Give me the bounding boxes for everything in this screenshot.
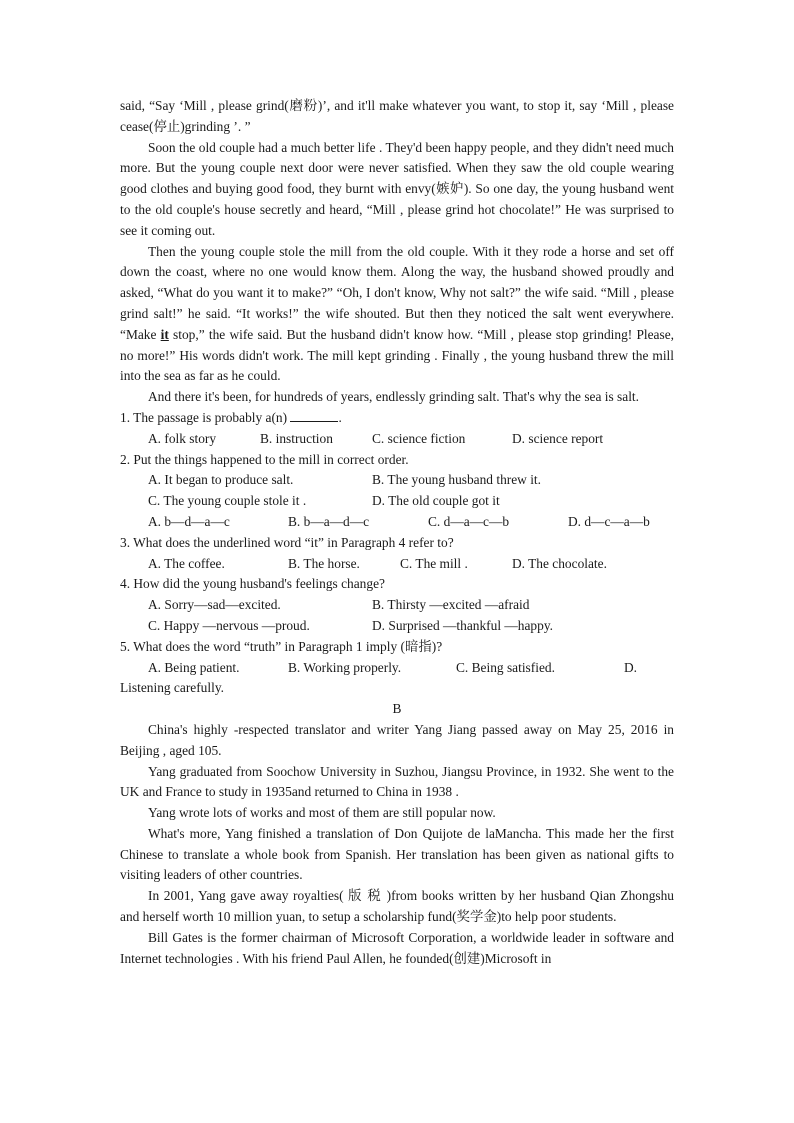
event-b: B. The young husband threw it. <box>372 472 541 488</box>
question-stem-text: 1. The passage is probably a(n) <box>120 409 291 425</box>
question-5-options <box>120 658 674 679</box>
option-b[interactable]: B. Working properly. <box>288 659 402 675</box>
passage-b-paragraph-5: In 2001, Yang gave away royalties( 版 税 )from books written by her husband Qian Zhongshu and herself worth 10 million yuan, to setup a scholarship fund(奖学金)to help poor students. <box>120 888 674 925</box>
option-d[interactable]: D. <box>624 659 638 675</box>
question-stem-end: . <box>338 409 342 425</box>
question-3-stem: 3. What does the underlined word “it” in Paragraph 4 refer to? <box>120 534 454 550</box>
answer-blank[interactable] <box>290 409 338 422</box>
option-b[interactable]: B. The horse. <box>288 555 360 571</box>
question-3-options <box>120 554 674 575</box>
document-page <box>120 96 674 969</box>
option-c[interactable]: C. science fiction <box>372 430 466 446</box>
question-4-options-row-1 <box>120 595 674 616</box>
passage-b-paragraph-1: China's highly -respected translator and writer Yang Jiang passed away on May 25, 2016 in Beijing , aged 105. <box>120 721 674 758</box>
option-d-continued: Listening carefully. <box>120 680 224 696</box>
question-5-stem: 5. What does the word “truth” in Paragraph 1 imply (暗指)? <box>120 638 443 654</box>
passage-a-paragraph-1: Soon the old couple had a much better life . They'd been happy people, and they didn't need much more. But the young couple next door were never satisfied. When they saw the old couple wearing good clothes and buying good food, they burnt with envy(嫉妒). So one day, the young husband went to the old couple's house secretly and heard, “Mill , please grind hot chocolate!” He was surprised to see it coming out. <box>120 139 674 238</box>
section-b-label: B <box>392 701 402 717</box>
passage-a-paragraph-0: said, “Say ‘Mill , please grind(磨粉)’, and it'll make whatever you want, to stop it, say ‘Mill , please cease(停止)grinding ’. ” <box>120 98 674 134</box>
option-a[interactable]: A. Sorry—sad—excited. <box>148 597 281 613</box>
option-c[interactable]: C. Happy —nervous —proud. <box>148 617 310 633</box>
option-d[interactable]: D. d—c—a—b <box>568 513 650 529</box>
option-a[interactable]: A. Being patient. <box>148 659 240 675</box>
option-d[interactable]: D. Surprised —thankful —happy. <box>372 617 553 633</box>
option-b[interactable]: B. b—a—d—c <box>288 513 370 529</box>
passage-a-paragraph-2 <box>120 242 674 388</box>
passage-b-paragraph-3: Yang wrote lots of works and most of them are still popular now. <box>148 805 496 821</box>
question-2-events-row-1 <box>120 470 674 491</box>
option-b[interactable]: B. instruction <box>260 430 333 446</box>
option-c[interactable]: C. Being satisfied. <box>456 659 555 675</box>
question-4-stem: 4. How did the young husband's feelings change? <box>120 576 385 592</box>
option-b[interactable]: B. Thirsty —excited —afraid <box>372 597 530 613</box>
option-a[interactable]: A. The coffee. <box>148 555 225 571</box>
option-d[interactable]: D. The chocolate. <box>512 555 607 571</box>
paragraph-text: stop,” the wife said. But the husband didn't know how. “Mill , please stop grinding! Please, no more!” His words didn't work. The mill kept grinding . Finally , the young husband threw the mill into the sea as far as he could. <box>120 326 674 384</box>
question-2-options <box>120 512 674 533</box>
option-d[interactable]: D. science report <box>512 430 604 446</box>
event-c: C. The young couple stole it . <box>148 493 307 509</box>
option-c[interactable]: C. d—a—c—b <box>428 513 510 529</box>
question-1-stem <box>120 408 674 429</box>
question-1-options <box>120 429 674 450</box>
event-a: A. It began to produce salt. <box>148 472 294 488</box>
passage-b-paragraph-6: Bill Gates is the former chairman of Microsoft Corporation, a worldwide leader in software and Internet technologies . With his friend Paul Allen, he founded(创建)Microsoft in <box>120 929 674 966</box>
passage-a-paragraph-3: And there it's been, for hundreds of years, endlessly grinding salt. That's why the sea is salt. <box>148 389 640 405</box>
underlined-word-it: it <box>160 326 169 342</box>
option-a[interactable]: A. folk story <box>148 430 217 446</box>
question-4-options-row-2 <box>120 616 674 637</box>
option-a[interactable]: A. b—d—a—c <box>148 513 230 529</box>
passage-b-paragraph-4: What's more, Yang finished a translation of Don Quijote de laMancha. This made her the first Chinese to translate a whole book from Spanish. Her translation has been given as national gifts to visiting leaders of other countries. <box>120 825 674 883</box>
option-c[interactable]: C. The mill . <box>400 555 468 571</box>
question-2-stem: 2. Put the things happened to the mill in correct order. <box>120 451 409 467</box>
question-2-events-row-2 <box>120 491 674 512</box>
event-d: D. The old couple got it <box>372 493 500 509</box>
paragraph-text: Then the young couple stole the mill from the old couple. With it they rode a horse and set off down the coast, where no one would know them. Along the way, the husband showed proudly and asked, “What do you want it to make?” “Oh, I don't know, Why not salt?” the wife said. “Mill , please grind salt!” he said. “It works!” the wife shouted. But then they noticed the salt went everywhere. “Make <box>120 243 674 342</box>
passage-b-paragraph-2: Yang graduated from Soochow University in Suzhou, Jiangsu Province, in 1932. She went to the UK and France to study in 1935and returned to China in 1938 . <box>120 763 674 800</box>
